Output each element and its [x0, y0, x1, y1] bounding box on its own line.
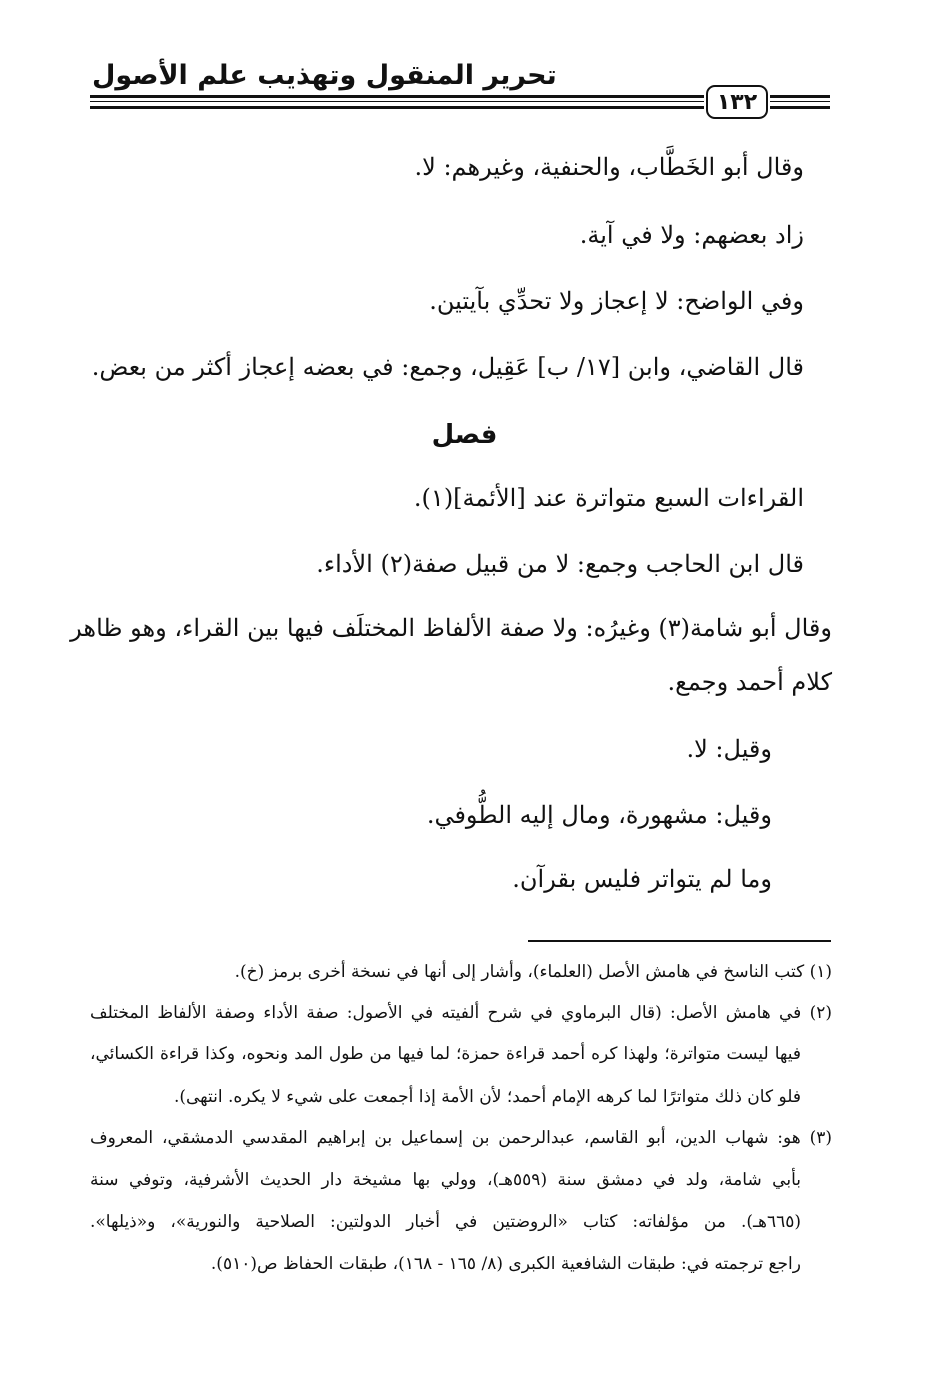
footnote-3-continuation: بأبي شامة، ولد في دمشق سنة (٥٥٩هـ)، وولي بها مشيخة دار الحديث الأشرفية، وتوفي سنة	[90, 1170, 801, 1190]
body-paragraph: وما لم يتواتر فليس بقرآن.	[512, 865, 772, 893]
body-paragraph: قال ابن الحاجب وجمع: لا من قبيل صفة(٢) الأداء.	[316, 550, 804, 578]
body-paragraph: قال القاضي، وابن [١٧/ ب] عَقِيل، وجمع: في بعضه إعجاز أكثر من بعض.	[91, 353, 804, 381]
footnote-3-continuation: (٦٦٥هـ). من مؤلفاته: كتاب «الروضتين في أخبار الدولتين: الصلاحية والنورية»، و«ذيلها».	[90, 1212, 801, 1232]
header-rule	[770, 95, 830, 98]
body-paragraph: زاد بعضهم: ولا في آية.	[579, 221, 804, 249]
running-header-title: تحرير المنقول وتهذيب علم الأصول	[92, 60, 557, 91]
footnote-2-continuation: فلو كان ذلك متواترًا لما كرهه الإمام أحمد؛ لأن الأمة إذا أجمعت على شيء لا يكره. انتهى).	[173, 1087, 801, 1107]
header-rule	[90, 106, 704, 109]
footnote-3-continuation: راجع ترجمته في: طبقات الشافعية الكبرى (٨/ ١٦٥ - ١٦٨)، طبقات الحفاظ ص(٥١٠).	[210, 1254, 801, 1274]
body-paragraph: وقيل: مشهورة، ومال إليه الطُّوفي.	[426, 801, 772, 829]
section-heading: فصل	[431, 420, 498, 450]
header-rule	[90, 101, 704, 102]
header-rule	[770, 101, 830, 102]
header-rule	[90, 95, 704, 98]
header-rule	[770, 106, 830, 109]
footnote-1: (١) كتب الناسخ في هامش الأصل (العلماء)، وأشار إلى أنها في نسخة أخرى برمز (خ).	[234, 962, 832, 982]
body-paragraph-continuation: كلام أحمد وجمع.	[667, 668, 832, 696]
footnote-2-continuation: فيها ليست متواترة؛ ولهذا كره أحمد قراءة حمزة؛ لما فيها من طول المد ونحوه، وكذا قراءة الكسائي،	[90, 1044, 801, 1064]
body-paragraph: وفي الواضح: لا إعجاز ولا تحدِّي بآيتين.	[429, 287, 804, 315]
body-paragraph: وقيل: لا.	[686, 735, 772, 763]
body-paragraph: القراءات السبع متواترة عند [الأئمة](١).	[413, 484, 804, 512]
footnote-separator	[528, 940, 831, 942]
body-paragraph: وقال أبو شامة(٣) وغيرُه: ولا صفة الألفاظ المختلَف فيها بين القراء، وهو ظاهر	[70, 614, 832, 642]
footnote-3: (٣) هو: شهاب الدين، أبو القاسم، عبدالرحمن بن إسماعيل بن إبراهيم المقدسي الدمشقي، المعروف	[90, 1128, 832, 1148]
page-number: ١٣٢	[706, 85, 768, 119]
footnote-2: (٢) في هامش الأصل: (قال البرماوي في شرح ألفيته في الأصول: صفة الأداء وصفة الألفاظ المختلف	[90, 1003, 832, 1023]
body-paragraph: وقال أبو الخَطَّاب، والحنفية، وغيرهم: لا.	[414, 153, 804, 181]
